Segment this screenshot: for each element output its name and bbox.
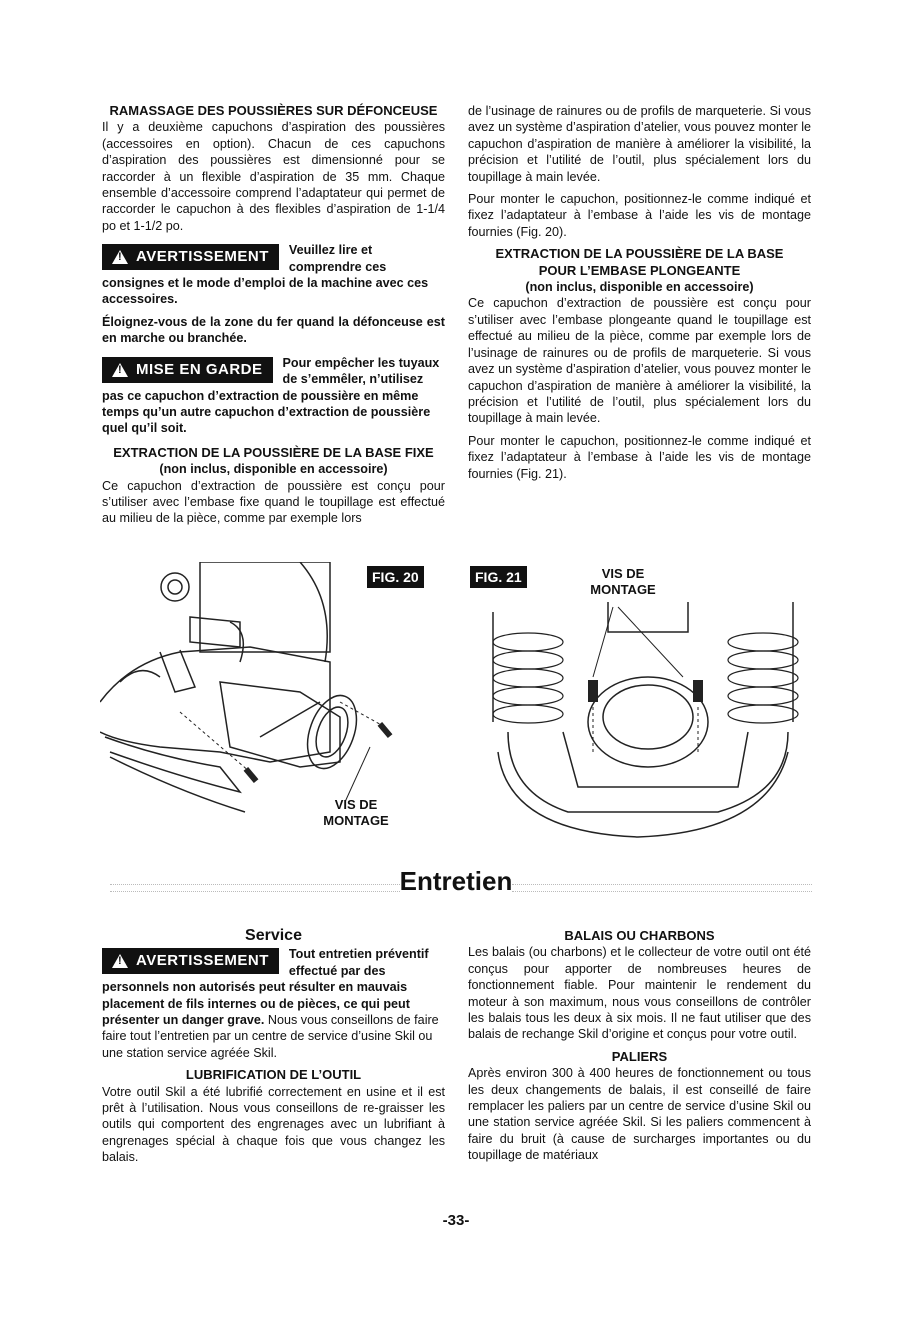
warning-triangle-icon — [112, 250, 128, 264]
page-number: -33- — [442, 1212, 470, 1229]
right-column-bottom — [468, 928, 811, 1170]
subheading-plunge-base: (non inclus, disponible en accessoire) — [525, 280, 754, 295]
warning-badge: ! AVERTISSEMENT — [102, 244, 279, 270]
paragraph-brushes: Les balais (ou charbons) et le collecteur de votre outil ont été conçus pour apporter de nombreuses heures de fonctionnement fiable. Pour maintenir le rendement du moteur à son maximum, nous vous conseillons de contrôler les balais tous les deux à six mois. Il ne faut utiliser que des balais de rechange Skil d’origine et conçus pour votre outil. — [468, 945, 811, 1042]
fig21-label: VIS DE MONTAGE — [590, 566, 656, 597]
heading-plunge-base-a: EXTRACTION DE LA POUSSIÈRE DE LA BASE — [495, 246, 784, 262]
paragraph-bearings: Après environ 300 à 400 heures de fonctionnement ou tous les deux changements de balais, il est conseillé de faire remplacer les paliers par un centre de service d’usine Skil ou une station service agréée Skil. Si les paliers commencent à faire du bruit (à cause de surcharges importantes ou du toupillage de matériaux — [468, 1066, 811, 1163]
figure-20 — [100, 562, 445, 847]
heading-bearings: PALIERS — [611, 1048, 668, 1064]
warning-block-service — [102, 946, 445, 1061]
paragraph-mount-fig20: Pour monter le capuchon, positionnez-le comme indiqué et fixez l’adaptateur à l’embase à l’aide les vis de montage fournies (Fig. 20). — [468, 192, 811, 239]
paragraph-keep-away: Éloignez-vous de la zone du fer quand la défonceuse est en marche ou branchée. — [102, 314, 445, 346]
subheading-fixed-base: (non inclus, disponible en accessoire) — [159, 462, 388, 477]
left-column-top — [102, 103, 445, 533]
caution-text: Pour empêcher les tuyaux de s’emmêler, n’utilisez pas ce capuchon d’extraction de poussière en même temps qu’un autre capuchon d’extraction de poussière quel qu’il soit. — [102, 355, 440, 436]
figure-21 — [468, 562, 813, 847]
heading-dust-collection: RAMASSAGE DES POUSSIÈRES SUR DÉFONCEUSE — [109, 103, 438, 118]
warning-text: Veuillez lire et comprendre ces consignes et le mode d’emploi de la machine avec ces accessoires. — [102, 243, 429, 307]
fig20-label: VIS DE MONTAGE — [323, 797, 389, 828]
heading-fixed-base: EXTRACTION DE LA POUSSIÈRE DE LA BASE FIXE — [113, 444, 434, 460]
service-warning-badge: ! AVERTISSEMENT — [102, 948, 279, 974]
paragraph-plunge-base: Ce capuchon d’extraction de poussière est conçu pour s’utiliser avec l’embase plongeante quand le toupillage est effectué au milieu de la pièce, comme par exemple lors de l’usinage de rainures ou de profils de marqueterie. Si vous avez un système d’aspiration d’atelier, vous pouvez monter le capuchon d’aspiration de manière à améliorer la visibilité, la précision et l’utilité de l’outil, plus spécialement lors du toupillage à main levée. — [468, 296, 812, 426]
paragraph-continued: de l’usinage de rainures ou de profils de marqueterie. Si vous avez un système d’aspiration d’atelier, vous pouvez monter le capuchon d’aspiration de manière à améliorer la visibilité, la précision et l’utilité de l’outil, plus spécialement lors du toupillage à main levée. — [468, 104, 812, 184]
heading-brushes: BALAIS OU CHARBONS — [564, 928, 715, 943]
caution-triangle-icon — [112, 363, 128, 377]
caution-badge: ! MISE EN GARDE — [102, 357, 273, 383]
heading-service: Service — [245, 927, 302, 944]
paragraph-fixed-base: Ce capuchon d’extraction de poussière est conçu pour s’utiliser avec l’embase fixe quand le toupillage est effectué au milieu de la pièce, comme par exemple lors — [102, 478, 445, 526]
paragraph-intro: Il y a deuxième capuchons d’aspiration des poussières (accessoires en option). Chacun de ces capuchons d’aspiration des poussières est dimensionné pour se raccorder à un flexible d’aspiration de 35 mm. Chaque ensemble d’accessoire comprend l’adaptateur qui permet de raccorder le capuchon à des flexibles d’aspiration de 1-1/4 po et 1-1/2 po. — [102, 120, 445, 233]
fig20-tag: FIG. 20 — [367, 566, 424, 588]
paragraph-lubrication: Votre outil Skil a été lubrifié correctement en usine et il est prêt à l’utilisation. Nous vous conseillons de re-graisser les outils qui comportent des engrenages avec un lubrifiant à engrenages spécial à chaque fois que vous changez les balais. — [102, 1084, 445, 1165]
left-column-bottom — [102, 928, 445, 1172]
paragraph-mount-fig21: Pour monter le capuchon, positionnez-le comme indiqué et fixez l’adaptateur à l’embase à l’aide les vis de montage fournies (Fig. 21). — [468, 433, 811, 481]
caution-block — [102, 355, 445, 437]
service-warning-triangle-icon — [112, 954, 128, 968]
fig21-tag: FIG. 21 — [470, 566, 527, 588]
service-warning-tail: Nous vous conseillons de faire faire tout l’entretien par un centre de service d’usine Skil ou une station service agréée Skil. — [102, 1013, 439, 1060]
heading-lubrication: LUBRIFICATION DE L’OUTIL — [185, 1067, 362, 1083]
section-title: Entretien — [399, 866, 513, 896]
heading-plunge-base-b: POUR L’EMBASE PLONGEANTE — [538, 262, 741, 278]
right-column-top — [468, 103, 811, 488]
service-warning-text: Tout entretien préventif effectué par des personnels non autorisés peut résulter en mauvais placement de fils internes ou de pièces, ce qui peut présenter un danger grave. — [102, 947, 429, 1028]
fig21-illustration — [468, 562, 813, 847]
warning-block-1 — [102, 242, 445, 308]
